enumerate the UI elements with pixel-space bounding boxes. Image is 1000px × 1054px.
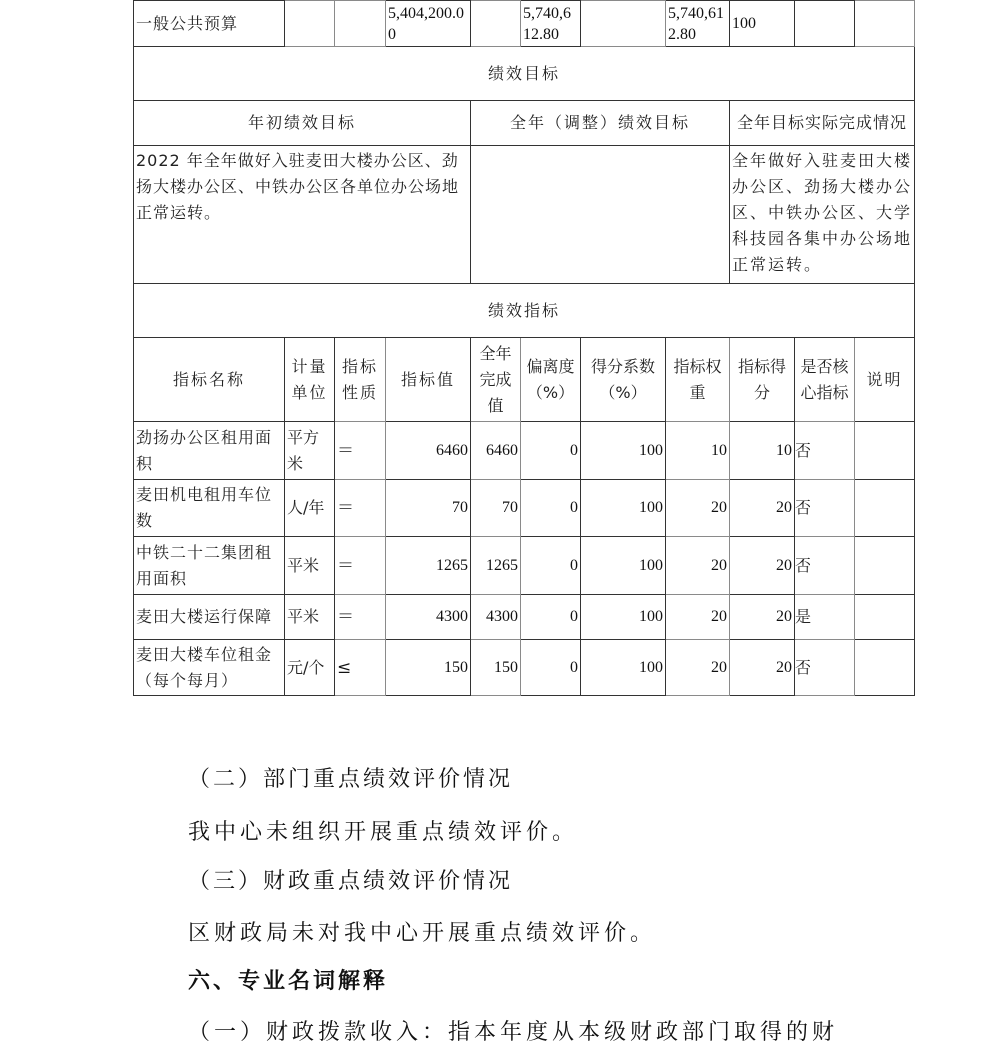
indicator-note (855, 480, 915, 537)
indicator-unit: 元/个 (285, 640, 335, 696)
col-header: 指标权重 (666, 338, 730, 422)
paragraph-2: 我中心未组织开展重点绩效评价。 (188, 820, 579, 845)
indicator-core: 否 (795, 537, 855, 595)
section-heading-6: 六、专业名词解释 (188, 969, 389, 994)
budget-cell (855, 1, 915, 47)
indicator-actual: 4300 (471, 595, 521, 640)
indicator-name: 麦田大楼运行保障 (134, 595, 285, 640)
goals-header-actual: 全年目标实际完成情况 (730, 101, 915, 146)
indicator-name: 麦田大楼车位租金（每个每月） (134, 640, 285, 696)
indicator-core: 否 (795, 422, 855, 480)
indicator-weight: 20 (666, 537, 730, 595)
budget-row (134, 1, 915, 47)
indicators-header-row (134, 338, 915, 422)
indicator-actual: 70 (471, 480, 521, 537)
indicator-unit: 平米 (285, 537, 335, 595)
indicator-score: 20 (730, 480, 795, 537)
indicator-nature: ＝ (335, 422, 386, 480)
indicator-row (134, 422, 915, 480)
indicator-coef: 100 (581, 422, 666, 480)
indicator-unit: 平米 (285, 595, 335, 640)
indicator-nature: ＝ (335, 480, 386, 537)
col-header: 指标性质 (335, 338, 386, 422)
goals-header-initial: 年初绩效目标 (134, 101, 471, 146)
indicator-nature: ＝ (335, 595, 386, 640)
indicator-row (134, 480, 915, 537)
indicator-weight: 20 (666, 480, 730, 537)
indicator-name: 中铁二十二集团租用面积 (134, 537, 285, 595)
indicator-weight: 20 (666, 640, 730, 696)
indicator-nature: ＝ (335, 537, 386, 595)
indicator-name: 劲扬办公区租用面积 (134, 422, 285, 480)
goals-header-adjusted: 全年（调整）绩效目标 (471, 101, 730, 146)
col-header: 是否核心指标 (795, 338, 855, 422)
indicator-note (855, 537, 915, 595)
indicator-actual: 1265 (471, 537, 521, 595)
indicator-note (855, 422, 915, 480)
indicator-deviation: 0 (521, 480, 581, 537)
indicator-weight: 10 (666, 422, 730, 480)
paragraph-3: 区财政局未对我中心开展重点绩效评价。 (188, 921, 657, 946)
indicator-deviation: 0 (521, 595, 581, 640)
indicator-actual: 150 (471, 640, 521, 696)
indicator-core: 否 (795, 640, 855, 696)
indicator-coef: 100 (581, 640, 666, 696)
budget-cell (335, 1, 386, 47)
indicator-coef: 100 (581, 595, 666, 640)
indicator-row (134, 537, 915, 595)
indicator-nature: ≤ (335, 640, 386, 696)
indicator-score: 20 (730, 537, 795, 595)
col-header: 得分系数（%） (581, 338, 666, 422)
goals-actual: 全年做好入驻麦田大楼办公区、劲扬大楼办公区、中铁办公区、大学科技园各集中办公场地正常运转。 (730, 146, 915, 284)
indicator-coef: 100 (581, 480, 666, 537)
indicator-row (134, 595, 915, 640)
indicator-unit: 人/年 (285, 480, 335, 537)
indicator-weight: 20 (666, 595, 730, 640)
indicator-core: 是 (795, 595, 855, 640)
col-header: 说明 (855, 338, 915, 422)
indicator-target: 150 (386, 640, 471, 696)
budget-cell: 100 (730, 1, 795, 47)
budget-cell (795, 1, 855, 47)
indicator-target: 1265 (386, 537, 471, 595)
indicator-target: 4300 (386, 595, 471, 640)
section-heading-2: （二）部门重点绩效评价情况 (188, 767, 514, 792)
budget-cell: 5,740,612.80 (666, 1, 730, 47)
indicator-core: 否 (795, 480, 855, 537)
indicator-target: 70 (386, 480, 471, 537)
indicator-score: 20 (730, 595, 795, 640)
budget-cell (471, 1, 521, 47)
indicator-target: 6460 (386, 422, 471, 480)
goals-initial: 2022 年全年做好入驻麦田大楼办公区、劲扬大楼办公区、中铁办公区各单位办公场地正常运转。 (134, 146, 471, 284)
indicator-score: 10 (730, 422, 795, 480)
col-header: 偏离度（%） (521, 338, 581, 422)
indicator-note (855, 595, 915, 640)
goals-section-title: 绩效目标 (134, 47, 915, 101)
indicator-deviation: 0 (521, 422, 581, 480)
indicator-score: 20 (730, 640, 795, 696)
indicator-actual: 6460 (471, 422, 521, 480)
col-header: 指标得分 (730, 338, 795, 422)
indicator-name: 麦田机电租用车位数 (134, 480, 285, 537)
paragraph-6: （一）财政拨款收入：指本年度从本级财政部门取得的财 (188, 1020, 839, 1045)
col-header: 计量单位 (285, 338, 335, 422)
indicator-deviation: 0 (521, 640, 581, 696)
budget-label: 一般公共预算 (134, 1, 285, 47)
budget-cell: 5,404,200.00 (386, 1, 471, 47)
performance-table (133, 0, 915, 696)
indicator-deviation: 0 (521, 537, 581, 595)
indicator-coef: 100 (581, 537, 666, 595)
budget-cell (581, 1, 666, 47)
indicator-note (855, 640, 915, 696)
col-header: 全年完成值 (471, 338, 521, 422)
col-header: 指标名称 (134, 338, 285, 422)
budget-cell (285, 1, 335, 47)
indicators-section-title: 绩效指标 (134, 284, 915, 338)
budget-cell: 5,740,612.80 (521, 1, 581, 47)
goals-adjusted (471, 146, 730, 284)
indicator-unit: 平方米 (285, 422, 335, 480)
col-header: 指标值 (386, 338, 471, 422)
indicator-row (134, 640, 915, 696)
section-heading-3: （三）财政重点绩效评价情况 (188, 869, 514, 894)
